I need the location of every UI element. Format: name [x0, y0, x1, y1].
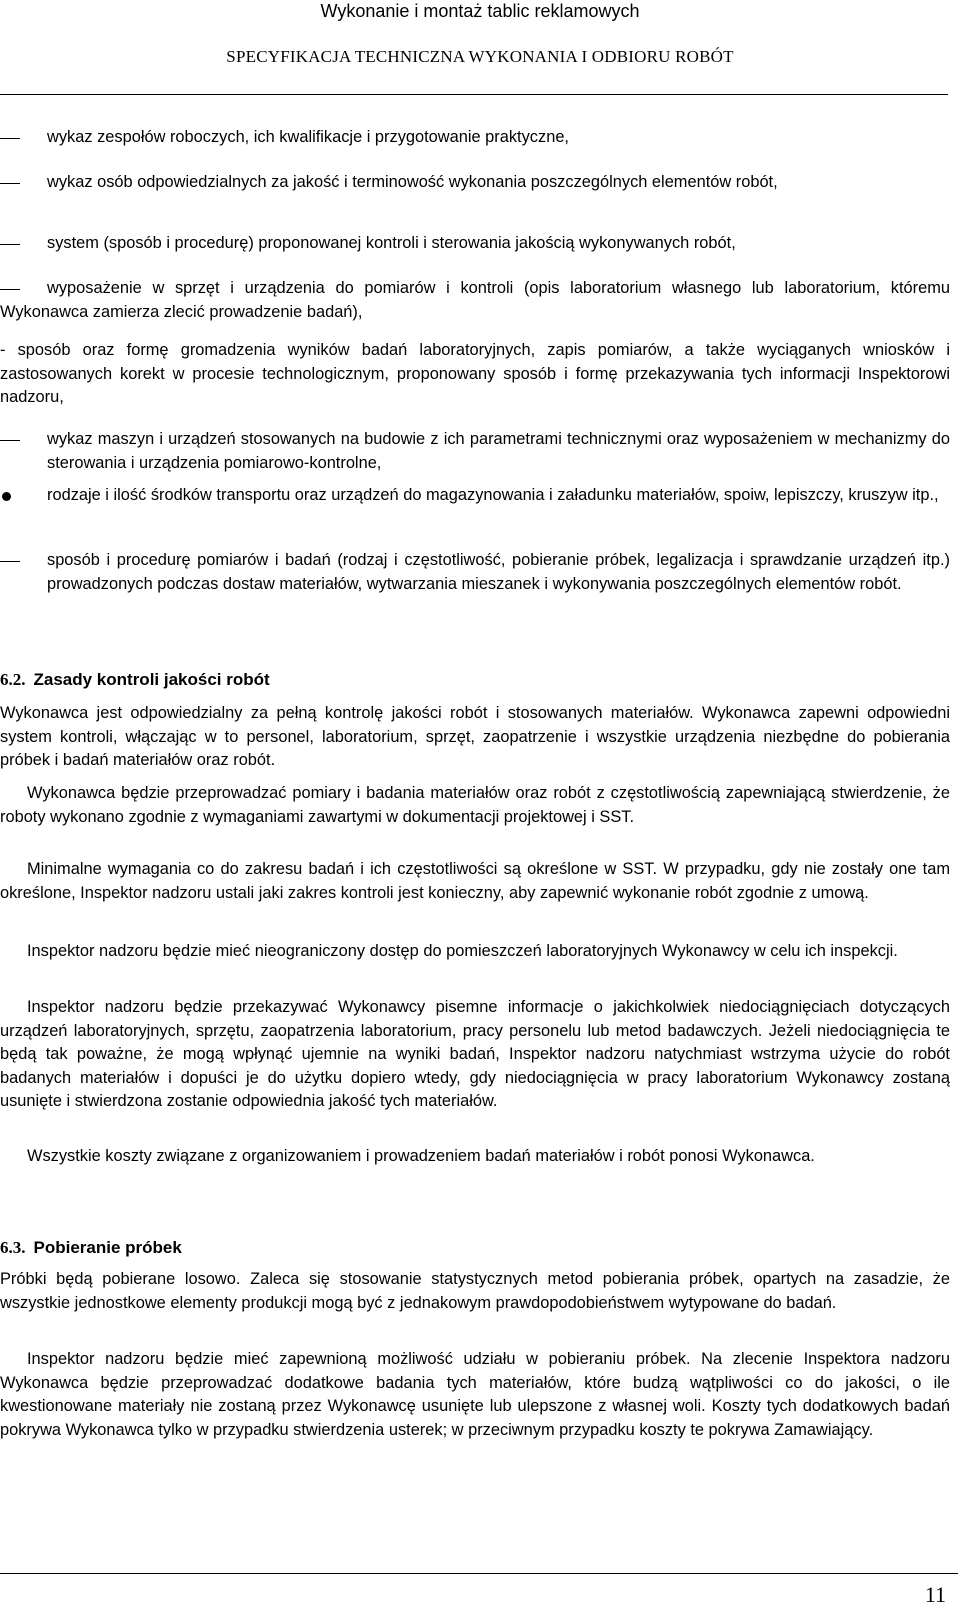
- list-item: [0, 484, 950, 508]
- dash-bullet-icon: [0, 549, 20, 562]
- footer-divider: [0, 1573, 958, 1574]
- section-number: 6.2.: [0, 670, 26, 689]
- list-item-text: - sposób oraz formę gromadzenia wyników badań laboratoryjnych, zapis pomiarów, a także wyciąganych wniosków i zastosowanych korekt w procesie technologicznym, proponowany sposób i formę przekazywania tych informacji Inspektorowi nadzoru,: [0, 341, 950, 406]
- paragraph: Próbki będą pobierane losowo. Zaleca się stosowanie statystycznych metod pobierania próbek, opartych na zasadzie, że wszystkie jednostkowe elementy produkcji mogą być z jednakowym prawdopodobieństwem wytypowane do badań.: [0, 1270, 950, 1312]
- list-item-text: sposób i procedurę pomiarów i badań (rodzaj i częstotliwość, pobieranie próbek, legalizacja i sprawdzanie urządzeń itp.) prowadzonych podczas dostaw materiałów, wytwarzania mieszanek i wykonywania poszczególnych elementów robót.: [47, 551, 950, 593]
- list-item-text: system (sposób i procedurę) proponowanej kontroli i sterowania jakością wykonywanych robót,: [47, 234, 736, 252]
- paragraph: Inspektor nadzoru będzie mieć nieograniczony dostęp do pomieszczeń laboratoryjnych Wykonawcy w celu ich inspekcji.: [27, 942, 898, 960]
- paragraph: Minimalne wymagania co do zakresu badań i ich częstotliwości są określone w SST. W przypadku, gdy nie zostały one tam określone, Inspektor nadzoru ustali jaki zakres kontroli jest konieczny, aby zapewnić wykonanie robót zgodnie z umową.: [0, 860, 950, 902]
- header-title: Wykonanie i montaż tablic reklamowych: [320, 1, 640, 21]
- list-item-text: wykaz zespołów roboczych, ich kwalifikacje i przygotowanie praktyczne,: [47, 128, 569, 146]
- dash-bullet-icon: [0, 126, 20, 139]
- page-number: 11: [924, 1582, 946, 1607]
- paragraph: Wszystkie koszty związane z organizowaniem i prowadzeniem badań materiałów i robót ponosi Wykonawca.: [27, 1147, 815, 1165]
- paragraph: Inspektor nadzoru będzie przekazywać Wykonawcy pisemne informacje o jakichkolwiek niedociągnięciach dotyczących urządzeń laboratoryjnych, sprzętu, zaopatrzenia laboratorium, pracy personelu lub metod badawczych. Jeżeli niedociągnięcia te będą tak poważne, że mogą wpłynąć ujemnie na wyniki badań, Inspektor nadzoru natychmiast wstrzyma użycie do robót badanych materiałów i dopuści je do użytku dopiero wtedy, gdy niedociągnięcia w pracy laboratorium Wykonawcy zostaną usunięte i stwierdzona zostanie odpowiednia jakość tych materiałów.: [0, 998, 950, 1110]
- paragraph: Inspektor nadzoru będzie mieć zapewnioną możliwość udziału w pobieraniu próbek. Na zlecenie Inspektora nadzoru Wykonawca będzie przeprowadzać dodatkowe badania tych materiałów, które budzą wątpliwości co do jakości, o ile kwestionowane materiały nie zostaną przez Wykonawcę usunięte lub ulepszone z własnej woli. Koszty tych dodatkowych badań pokrywa Wykonawca tylko w przypadku stwierdzenia usterek; w przeciwnym przypadku koszty te pokrywa Zamawiający.: [0, 1350, 950, 1439]
- list-item: [0, 232, 950, 256]
- paragraph: Wykonawca będzie przeprowadzać pomiary i badania materiałów oraz robót z częstotliwością zapewniającą stwierdzenie, że roboty wykonano zgodnie z wymaganiami zawartymi w dokumentacji projektowej i SST.: [0, 784, 950, 826]
- list-item-text: wykaz maszyn i urządzeń stosowanych na budowie z ich parametrami technicznymi oraz wyposażeniem w mechanizmy do sterowania i urządzenia pomiarowo-kontrolne,: [47, 430, 950, 472]
- list-item: [0, 277, 950, 324]
- dot-bullet-icon: [0, 484, 11, 501]
- paragraph: Wykonawca jest odpowiedzialny za pełną kontrolę jakości robót i stosowanych materiałów. Wykonawca zapewni odpowiedni system kontroli, włączając w to personel, laboratorium, sprzęt, zaopatrzenie i wszystkie urządzenia niezbędne do pobierania próbek i badań materiałów oraz robót.: [0, 704, 950, 769]
- list-item: [0, 428, 950, 475]
- dash-bullet-icon: [0, 232, 20, 245]
- header-divider: [0, 94, 948, 95]
- list-item: [0, 549, 950, 596]
- list-item: [0, 339, 950, 410]
- section-number: 6.3.: [0, 1238, 26, 1257]
- dash-bullet-icon: [0, 277, 20, 290]
- list-item-text: rodzaje i ilość środków transportu oraz urządzeń do magazynowania i załadunku materiałów, spoiw, lepiszczy, kruszyw itp.,: [47, 486, 939, 504]
- header-subtitle: SPECYFIKACJA TECHNICZNA WYKONANIA I ODBIORU ROBÓT: [226, 47, 734, 66]
- list-item-text: wykaz osób odpowiedzialnych za jakość i terminowość wykonania poszczególnych elementów robót,: [47, 173, 778, 191]
- section-title: Pobieranie próbek: [33, 1238, 182, 1257]
- dash-bullet-icon: [0, 428, 20, 441]
- list-item: [0, 171, 950, 195]
- list-item: [0, 126, 950, 150]
- section-title: Zasady kontroli jakości robót: [33, 670, 270, 689]
- dash-bullet-icon: [0, 171, 20, 184]
- section-heading: [0, 669, 270, 691]
- section-heading: [0, 1237, 182, 1259]
- list-item-text: wyposażenie w sprzęt i urządzenia do pomiarów i kontroli (opis laboratorium własnego lub laboratorium, któremu Wykonawca zamierza zlecić prowadzenie badań),: [0, 279, 950, 321]
